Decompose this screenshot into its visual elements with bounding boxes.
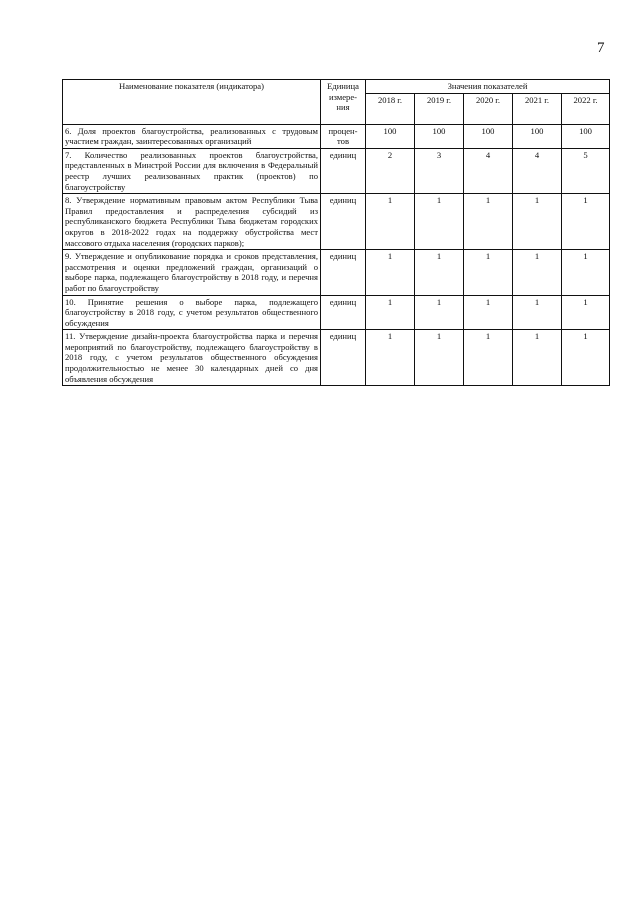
indicator-value: 3 — [415, 148, 464, 193]
indicator-name: 10. Принятие решения о выборе парка, подлежащего благоустройству в 2018 году, с учетом результатов общественного обсуждения — [63, 295, 321, 330]
indicator-value: 1 — [513, 330, 562, 386]
header-year: 2022 г. — [562, 93, 610, 124]
table-row — [63, 194, 610, 250]
header-row-1 — [63, 80, 610, 94]
indicator-value: 1 — [562, 250, 610, 295]
indicator-name: 6. Доля проектов благоустройства, реализованных с трудовым участием граждан, заинтересованных организаций — [63, 124, 321, 148]
table-row — [63, 250, 610, 295]
header-unit — [321, 80, 366, 125]
indicator-unit: процен-тов — [321, 124, 366, 148]
indicator-value: 1 — [366, 194, 415, 250]
indicator-value: 1 — [562, 330, 610, 386]
indicator-value: 1 — [513, 295, 562, 330]
indicator-value: 1 — [464, 330, 513, 386]
indicator-value: 100 — [562, 124, 610, 148]
indicator-unit: единиц — [321, 295, 366, 330]
header-year: 2018 г. — [366, 93, 415, 124]
indicator-value: 1 — [464, 194, 513, 250]
indicator-value: 4 — [513, 148, 562, 193]
indicator-unit: единиц — [321, 330, 366, 386]
page-number: 7 — [597, 40, 605, 56]
indicator-name: 7. Количество реализованных проектов благоустройства, представленных в Минстрой России для включения в Федеральный реестр лучших реализованных практик (проектов) по благоустройству — [63, 148, 321, 193]
indicator-value: 5 — [562, 148, 610, 193]
indicator-value: 100 — [415, 124, 464, 148]
indicator-value: 100 — [464, 124, 513, 148]
header-year: 2019 г. — [415, 93, 464, 124]
indicators-table — [62, 79, 610, 386]
indicator-value: 2 — [366, 148, 415, 193]
indicator-value: 1 — [415, 194, 464, 250]
indicator-value: 1 — [464, 295, 513, 330]
header-values: Значения показателей — [366, 80, 610, 94]
indicator-value: 1 — [513, 194, 562, 250]
indicator-value: 1 — [562, 295, 610, 330]
indicator-value: 1 — [366, 295, 415, 330]
indicator-value: 1 — [366, 250, 415, 295]
indicator-value: 100 — [366, 124, 415, 148]
header-year: 2020 г. — [464, 93, 513, 124]
header-year: 2021 г. — [513, 93, 562, 124]
indicator-unit: единиц — [321, 148, 366, 193]
indicator-value: 4 — [464, 148, 513, 193]
header-unit-bottom: измере-ния — [328, 91, 358, 113]
table-row — [63, 295, 610, 330]
header-name: Наименование показателя (индикатора) — [63, 80, 321, 125]
indicator-unit: единиц — [321, 250, 366, 295]
indicator-value: 1 — [415, 330, 464, 386]
indicator-value: 1 — [513, 250, 562, 295]
table-row — [63, 330, 610, 386]
indicator-value: 1 — [366, 330, 415, 386]
indicator-name: 11. Утверждение дизайн-проекта благоустройства парка и перечня мероприятий по благоустройству, подлежащего благоустройству в 2018 году, с учетом результатов общественного обсуждения продолжительностью не менее 30 календарных дней со дня объявления обсуждения — [63, 330, 321, 386]
indicator-name: 9. Утверждение и опубликование порядка и сроков представления, рассмотрения и оценки предложений граждан, организаций о выборе парка, подлежащего благоустройству в 2018 году, и перечня работ по благоустройству — [63, 250, 321, 295]
indicator-value: 1 — [415, 295, 464, 330]
indicator-value: 1 — [464, 250, 513, 295]
table-row — [63, 148, 610, 193]
table-row — [63, 124, 610, 148]
indicator-value: 1 — [415, 250, 464, 295]
indicator-name: 8. Утверждение нормативным правовым актом Республики Тыва Правил предоставления и распределения субсидий из республиканского бюджета Республики Тыва бюджетам городских округов в 2018-2022 годах на поддержку обустройства мест массового отдыха населения (городских парков); — [63, 194, 321, 250]
indicator-value: 1 — [562, 194, 610, 250]
header-unit-top: Единица — [327, 81, 359, 91]
indicator-value: 100 — [513, 124, 562, 148]
indicator-unit: единиц — [321, 194, 366, 250]
